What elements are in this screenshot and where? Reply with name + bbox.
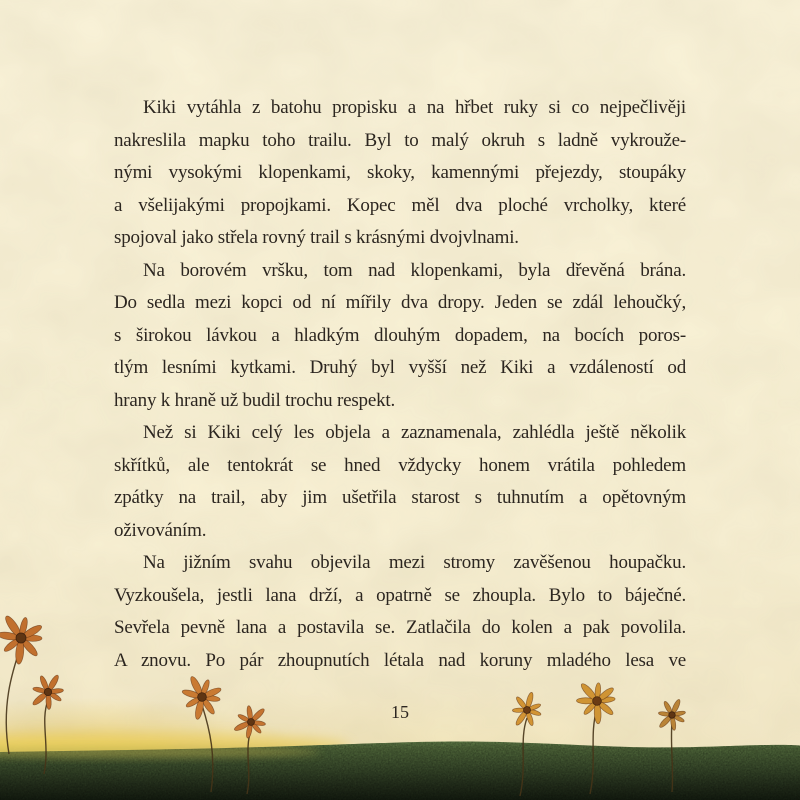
text-line: s širokou lávkou a hladkým dlouhým dopadem, na bocích poros- bbox=[114, 324, 686, 346]
page-text bbox=[114, 92, 686, 677]
text-line: spojoval jako střela rovný trail s krásnými dvojvlnami. bbox=[114, 227, 519, 248]
text-line: Vyzkoušela, jestli lana drží, a opatrně se zhoupla. Bylo to báječné. bbox=[114, 584, 686, 606]
text-line: nakreslila mapku toho trailu. Byl to malý okruh s ladně vykrouže- bbox=[114, 129, 686, 151]
text-line: Kiki vytáhla z batohu propisku a na hřbet ruky si co nejpečlivěji bbox=[143, 97, 686, 118]
text-line: skřítků, ale tentokrát se hned vždycky honem vrátila pohledem bbox=[114, 454, 686, 476]
paragraph bbox=[114, 547, 686, 677]
text-line: A znovu. Po pár zhoupnutích létala nad koruny mladého lesa ve bbox=[114, 649, 686, 671]
flower-center bbox=[44, 688, 51, 695]
text-line: zpátky na trail, aby jim ušetřila starost s tuhnutím a opětovným bbox=[114, 487, 686, 508]
text-line: Než si Kiki celý les objela a zaznamenala, zahlédla ještě několik bbox=[143, 422, 686, 443]
text-line: Na borovém vršku, tom nad klopenkami, byla dřevěná brána. bbox=[143, 259, 686, 281]
paragraph bbox=[114, 92, 686, 255]
text-line: Na jižním svahu objevila mezi stromy zavěšenou houpačku. bbox=[143, 552, 686, 573]
paragraph bbox=[114, 417, 686, 547]
flower-center bbox=[198, 693, 207, 702]
text-line: oživováním. bbox=[114, 519, 207, 541]
paragraph bbox=[114, 255, 686, 418]
flower-center bbox=[16, 633, 26, 643]
text-line: tlým lesními kytkami. Druhý byl vyšší než Kiki a vzdáleností od bbox=[114, 357, 686, 378]
page-number: 15 bbox=[391, 702, 409, 722]
text-line: Do sedla mezi kopci od ní mířily dva dropy. Jeden se zdál lehoučký, bbox=[114, 292, 686, 313]
text-line: Sevřela pevně lana a postavila se. Zatlačila do kolen a pak povolila. bbox=[114, 617, 686, 638]
text-line: hrany k hraně už budil trochu respekt. bbox=[114, 389, 395, 411]
text-line: a všelijakými propojkami. Kopec měl dva ploché vrcholky, které bbox=[114, 194, 686, 216]
text-line: nými vysokými klopenkami, skoky, kamennými přejezdy, stoupáky bbox=[114, 162, 686, 183]
